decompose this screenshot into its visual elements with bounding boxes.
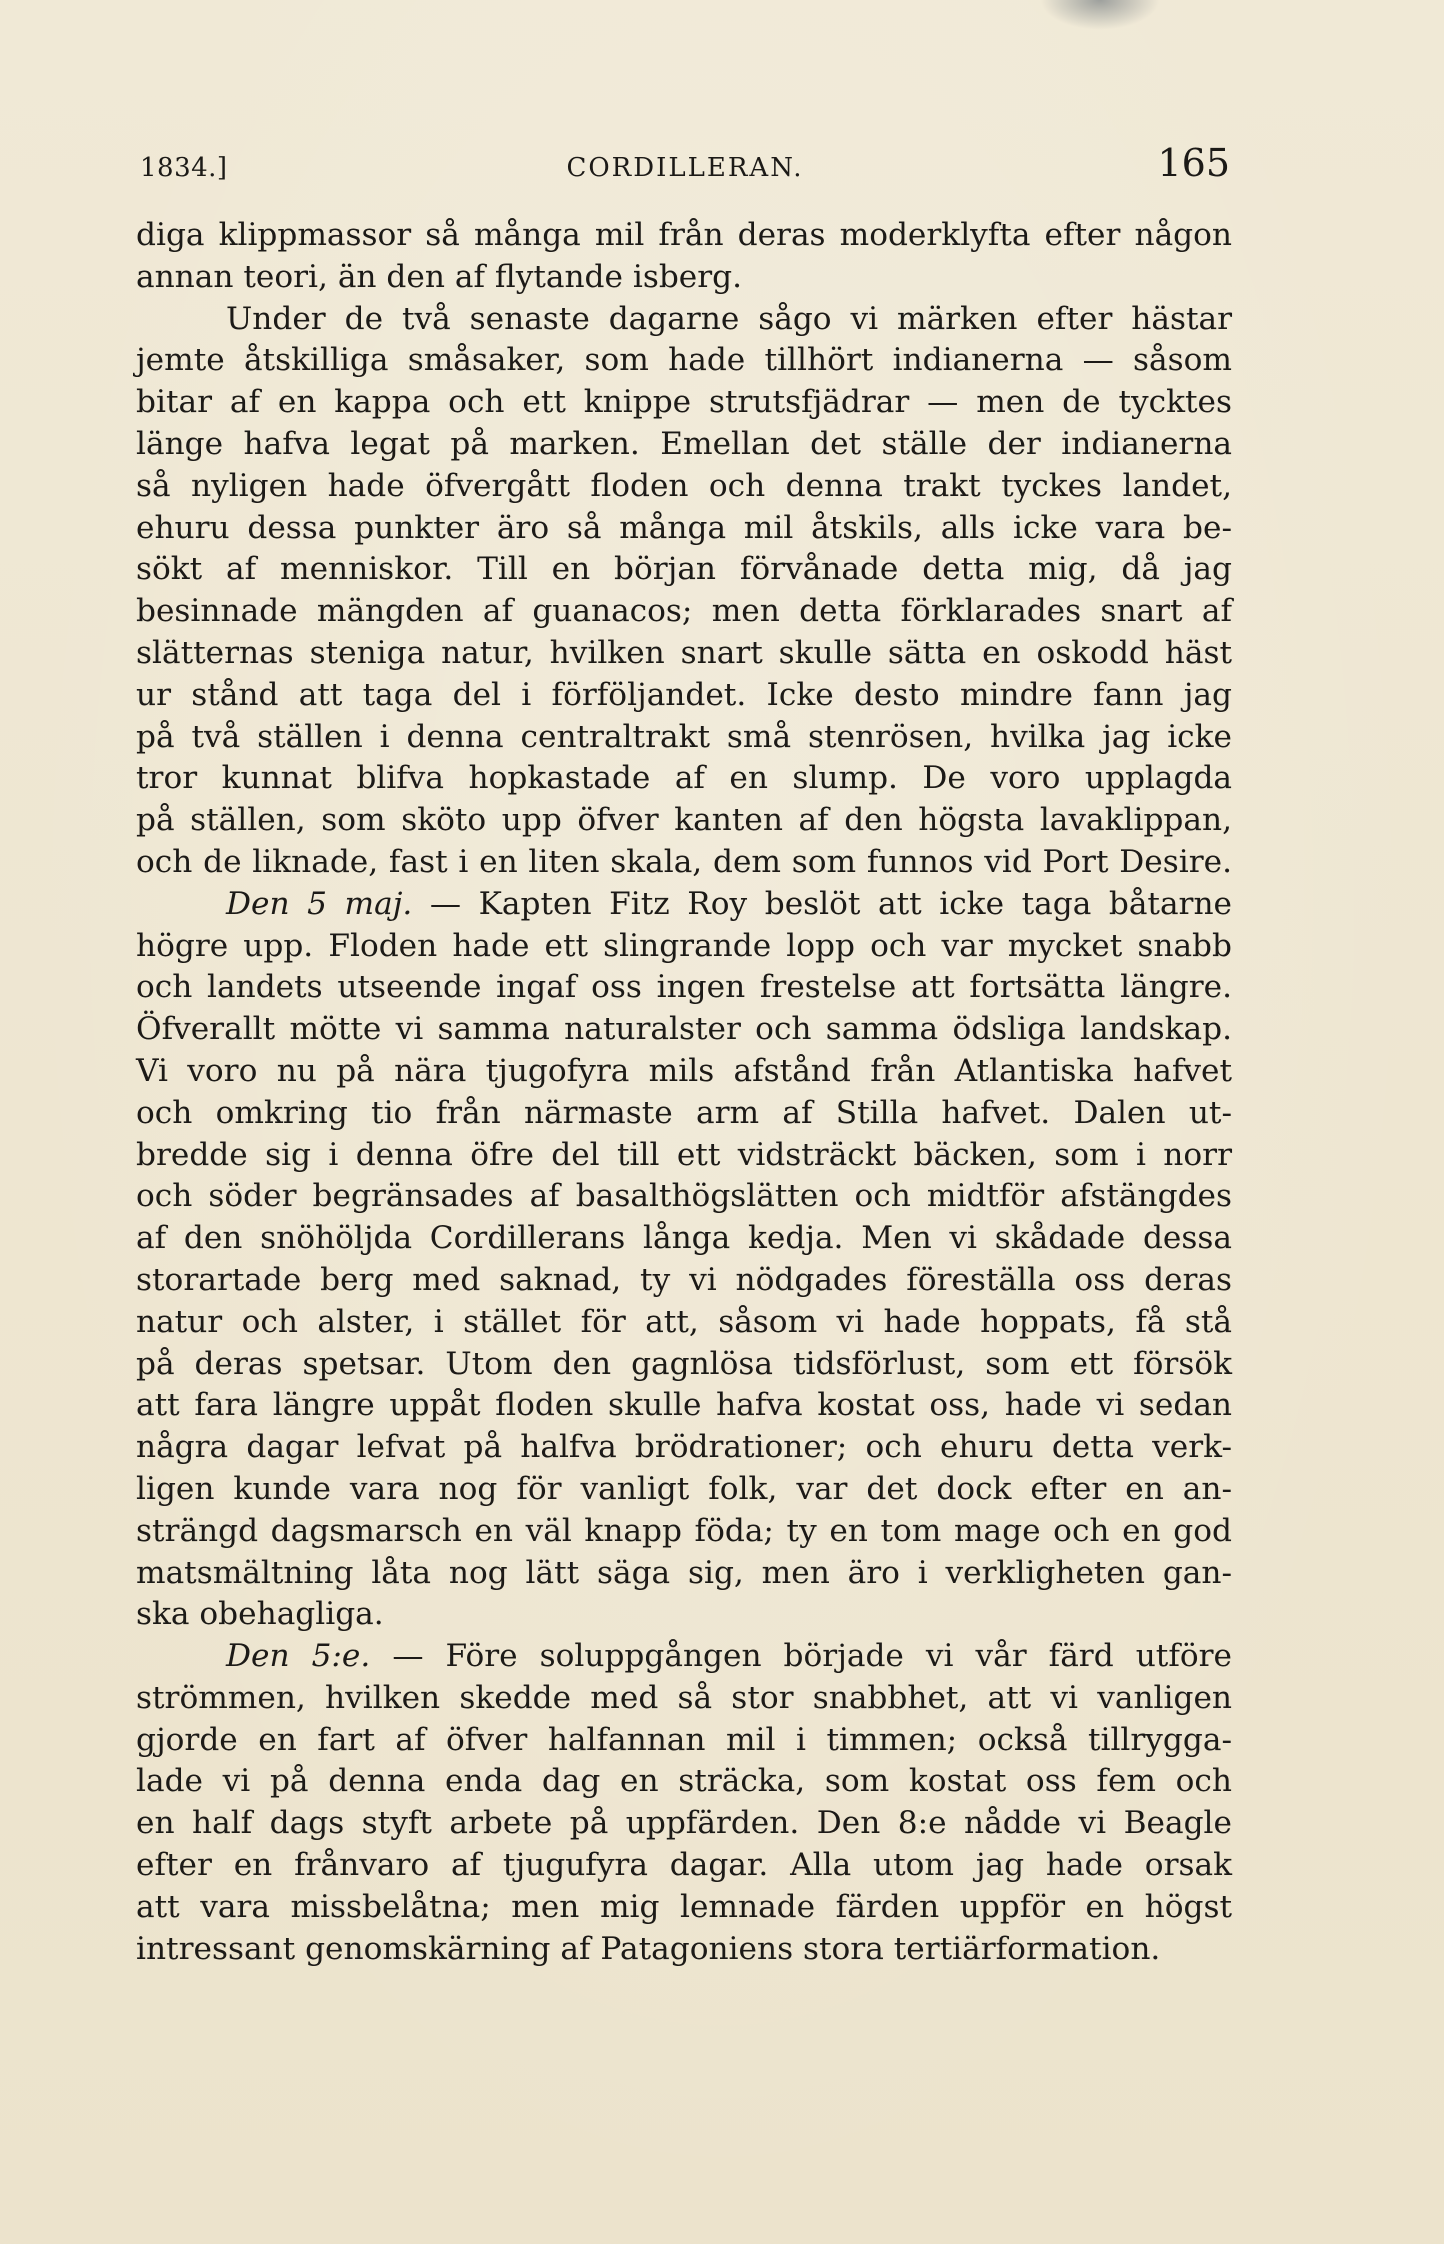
text-line: en half dags styft arbete på uppfärden. Den 8:e nådde vi Beagle xyxy=(136,1805,1232,1842)
entry-date: Den 5:e. xyxy=(226,1638,371,1675)
text-line: jemte åtskilliga småsaker, som hade tillhört indianerna — såsom xyxy=(136,342,1232,379)
text-line: på ställen, som sköto upp öfver kanten af den högsta lavaklippan, xyxy=(136,802,1232,839)
text-line: strömmen, hvilken skedde med så stor snabbhet, att vi vanligen xyxy=(136,1679,1232,1716)
text-line-rest: — Kapten Fitz Roy beslöt att icke taga båtarne xyxy=(412,885,1233,922)
text-line: och söder begränsades af basalthögslätten och midtför afstängdes xyxy=(136,1178,1232,1215)
text-line: några dagar lefvat på halfva brödrationer; och ehuru detta verk- xyxy=(136,1429,1232,1466)
text-line: af den snöhöljda Cordillerans långa kedja. Men vi skådade dessa xyxy=(136,1220,1232,1257)
text-line: ehuru dessa punkter äro så många mil åtskils, alls icke vara be- xyxy=(136,509,1232,546)
text-line: bitar af en kappa och ett knippe strutsfjädrar — men de tycktes xyxy=(136,384,1232,421)
running-head-title: CORDILLERAN. xyxy=(566,153,804,183)
text-line: tror kunnat blifva hopkastade af en slump. De voro upplagda xyxy=(136,760,1232,797)
text-line: bredde sig i denna öfre del till ett vidsträckt bäcken, som i norr xyxy=(136,1136,1232,1173)
text-line: och omkring tio från närmaste arm af Stilla hafvet. Dalen ut- xyxy=(136,1094,1232,1131)
paragraph xyxy=(136,884,1232,1636)
text-line: Öfverallt mötte vi samma naturalster och samma ödsliga landskap. xyxy=(136,1011,1232,1048)
page-number: 165 xyxy=(1157,141,1230,185)
paragraph xyxy=(136,1636,1232,1970)
running-head-year: 1834.] xyxy=(140,153,228,183)
text-line: på deras spetsar. Utom den gagnlösa tidsförlust, som ett försök xyxy=(136,1345,1232,1382)
text-line: länge hafva legat på marken. Emellan det ställe der indianerna xyxy=(136,425,1232,462)
text-line: på två ställen i denna centraltrakt små stenrösen, hvilka jag icke xyxy=(136,718,1232,755)
text-line-rest: — Före soluppgången började vi vår färd utföre xyxy=(370,1638,1232,1675)
body-text xyxy=(136,215,1232,1970)
text-line: intressant genomskärning af Patagoniens stora tertiärformation. xyxy=(136,1930,1161,1967)
text-line: storartade berg med saknad, ty vi nödgades föreställa oss deras xyxy=(136,1261,1232,1298)
entry-date: Den 5 maj. xyxy=(226,885,413,922)
text-line xyxy=(136,884,1232,926)
text-line: lade vi på denna enda dag en sträcka, som kostat oss fem och xyxy=(136,1763,1232,1800)
text-line: Vi voro nu på nära tjugofyra mils afstånd från Atlantiska hafvet xyxy=(136,1052,1232,1089)
paper-stain xyxy=(1040,0,1160,30)
text-line: och de liknade, fast i en liten skala, dem som funnos vid Port Desire. xyxy=(136,843,1232,880)
text-line: ska obehagliga. xyxy=(136,1596,384,1633)
text-line: diga klippmassor så många mil från deras moderklyfta efter någon xyxy=(136,217,1232,253)
text-line: annan teori, än den af flytande isberg. xyxy=(136,258,743,295)
text-line: Under de två senaste dagarne sågo vi märken efter hästar xyxy=(226,300,1232,337)
text-line: strängd dagsmarsch en väl knapp föda; ty en tom mage och en god xyxy=(136,1512,1232,1549)
text-line: besinnade mängden af guanacos; men detta förklarades snart af xyxy=(136,593,1232,630)
text-line: sökt af menniskor. Till en början förvånade detta mig, då jag xyxy=(136,551,1232,588)
text-line: efter en frånvaro af tjugufyra dagar. Alla utom jag hade orsak xyxy=(136,1847,1232,1884)
text-line: ur stånd att taga del i förföljandet. Icke desto mindre fann jag xyxy=(136,676,1232,713)
text-line: ligen kunde vara nog för vanligt folk, var det dock efter en an- xyxy=(136,1470,1232,1507)
text-line: att vara missbelåtna; men mig lemnade färden uppför en högst xyxy=(136,1888,1232,1925)
paragraph xyxy=(136,215,1232,299)
text-line xyxy=(136,1636,1232,1678)
text-line: slätternas steniga natur, hvilken snart skulle sätta en oskodd häst xyxy=(136,634,1232,671)
text-line: natur och alster, i stället för att, såsom vi hade hoppats, få stå xyxy=(136,1303,1232,1340)
paragraph xyxy=(136,299,1232,884)
text-line: så nyligen hade öfvergått floden och denna trakt tyckes landet, xyxy=(136,467,1232,504)
running-header xyxy=(140,141,1230,195)
text-line: och landets utseende ingaf oss ingen frestelse att fortsätta längre. xyxy=(136,969,1232,1006)
text-line: matsmältning låta nog lätt säga sig, men äro i verkligheten gan- xyxy=(136,1554,1232,1591)
text-line: högre upp. Floden hade ett slingrande lopp och var mycket snabb xyxy=(136,927,1232,964)
text-line: att fara längre uppåt floden skulle hafva kostat oss, hade vi sedan xyxy=(136,1387,1232,1424)
text-line: gjorde en fart af öfver halfannan mil i timmen; också tillrygga- xyxy=(136,1721,1232,1758)
